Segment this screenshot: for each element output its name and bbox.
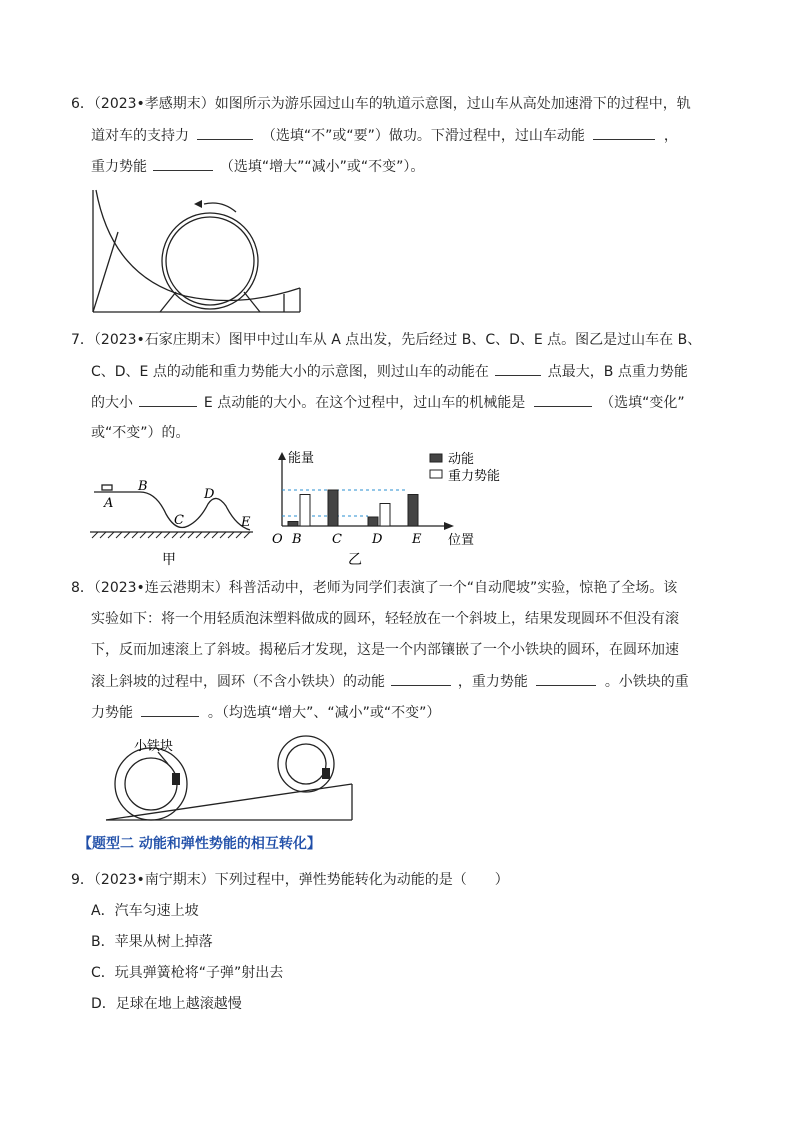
point-label-e: E — [241, 515, 251, 530]
q9-stem: 9．（2023•南宁期末）下列过程中，弹性势能转化为动能的是（ ） — [71, 872, 509, 888]
q8-blank-2[interactable] — [536, 671, 596, 686]
legend-swatch-potential — [430, 470, 442, 478]
legend-label-potential: 重力势能 — [448, 469, 501, 484]
y-axis-label: 能量 — [288, 451, 315, 466]
bar-kinetic-e — [408, 495, 418, 527]
bar-kinetic-b — [288, 522, 298, 527]
tick-label-d: D — [372, 532, 383, 547]
q6-text: 道对车的支持力 — [91, 128, 189, 144]
q8-blank-1[interactable] — [391, 671, 451, 686]
origin-label: O — [272, 532, 283, 547]
q7-text: C、D、E 点的动能和重力势能大小的示意图，则过山车的动能在 — [91, 364, 489, 380]
tick-label-b: B — [292, 532, 302, 547]
q8-line-1: 8．（2023•连云港期末）科普活动中，老师为同学们表演了一个“自动爬坡”实验，惊艳了全场。该 — [71, 580, 678, 596]
q6-line-3 — [91, 156, 424, 177]
q7-line-3 — [91, 392, 685, 413]
q8-line-2: 实验如下：将一个用轻质泡沫塑料做成的圆环，轻轻放在一个斜坡上，结果发现圆环不但没有滚 — [91, 611, 679, 627]
tick-label-e: E — [412, 532, 422, 547]
ring-slope-figure — [96, 728, 358, 824]
bar-kinetic-c — [328, 490, 338, 526]
q7-line-4: 或“不变”）的。 — [91, 425, 190, 441]
q6-text: （选填“增大”“减小”或“不变”）。 — [219, 159, 425, 175]
legend-label-kinetic: 动能 — [448, 452, 475, 467]
q9-option-b[interactable]: B．苹果从树上掉落 — [91, 934, 213, 950]
q6-text: ， — [663, 128, 678, 144]
bar-potential-b — [300, 495, 310, 527]
q6-line-1: 6．（2023•孝感期末）如图所示为游乐园过山车的轨道示意图，过山车从高处加速滑下的过程中，轨 — [71, 96, 691, 112]
q7-text: E 点动能的大小。在这个过程中，过山车的机械能是 — [203, 395, 526, 411]
q7-line-2 — [91, 361, 688, 382]
q6-blank-3[interactable] — [153, 156, 213, 171]
q8-text: 滚上斜坡的过程中，圆环（不含小铁块）的动能 — [91, 674, 385, 690]
track-figure-jia — [88, 474, 263, 570]
bar-potential-d — [380, 504, 390, 527]
q8-blank-3[interactable] — [141, 702, 199, 717]
q7-blank-3[interactable] — [534, 392, 592, 407]
q7-line-1: 7．（2023•石家庄期末）图甲中过山车从 A 点出发，先后经过 B、C、D、E 点。图乙是过山车在 B、 — [71, 332, 702, 348]
figure-caption-yi: 乙 — [348, 552, 362, 568]
q8-text: 。（均选填“增大”、“减小”或“不变”） — [207, 705, 441, 721]
x-axis-label: 位置 — [448, 533, 475, 548]
q7-text: 点最大，B 点重力势能 — [547, 364, 688, 380]
tick-label-c: C — [332, 532, 342, 547]
bar-kinetic-d — [368, 517, 378, 526]
q7-text: （选填“变化” — [600, 395, 685, 411]
q8-text: 力势能 — [91, 705, 133, 721]
q8-text: ，重力势能 — [457, 674, 528, 690]
q8-line-3: 下，反而加速滚上了斜坡。揭秘后才发现，这是一个内部镶嵌了一个小铁块的圆环，在圆环加速 — [91, 642, 679, 658]
iron-block-label: 小铁块 — [134, 739, 174, 754]
q6-text: （选填“不”或“要”）做功。下滑过程中，过山车动能 — [261, 128, 585, 144]
q8-line-5 — [91, 702, 440, 723]
point-label-b: B — [138, 479, 148, 494]
q9-option-c[interactable]: C．玩具弹簧枪将“子弹”射出去 — [91, 965, 284, 981]
q8-line-4 — [91, 671, 689, 692]
q9-option-a[interactable]: A．汽车匀速上坡 — [91, 903, 199, 919]
q6-blank-2[interactable] — [593, 125, 655, 140]
q6-blank-1[interactable] — [197, 125, 253, 140]
q8-text: 。小铁块的重 — [604, 674, 689, 690]
point-label-d: D — [204, 487, 215, 502]
q9-option-d[interactable]: D．足球在地上越滚越慢 — [91, 996, 242, 1012]
figure-caption-jia: 甲 — [162, 552, 176, 568]
q6-line-2 — [91, 125, 678, 146]
q7-blank-1[interactable] — [495, 361, 541, 376]
q7-blank-2[interactable] — [139, 392, 197, 407]
energy-bar-chart — [268, 450, 513, 572]
roller-coaster-figure — [90, 188, 305, 316]
section-heading: 【题型二 动能和弹性势能的相互转化】 — [78, 836, 321, 852]
q6-text: 重力势能 — [91, 159, 147, 175]
point-label-c: C — [174, 513, 184, 528]
point-label-a: A — [104, 496, 114, 511]
q7-text: 的大小 — [91, 395, 133, 411]
legend-swatch-kinetic — [430, 454, 442, 462]
